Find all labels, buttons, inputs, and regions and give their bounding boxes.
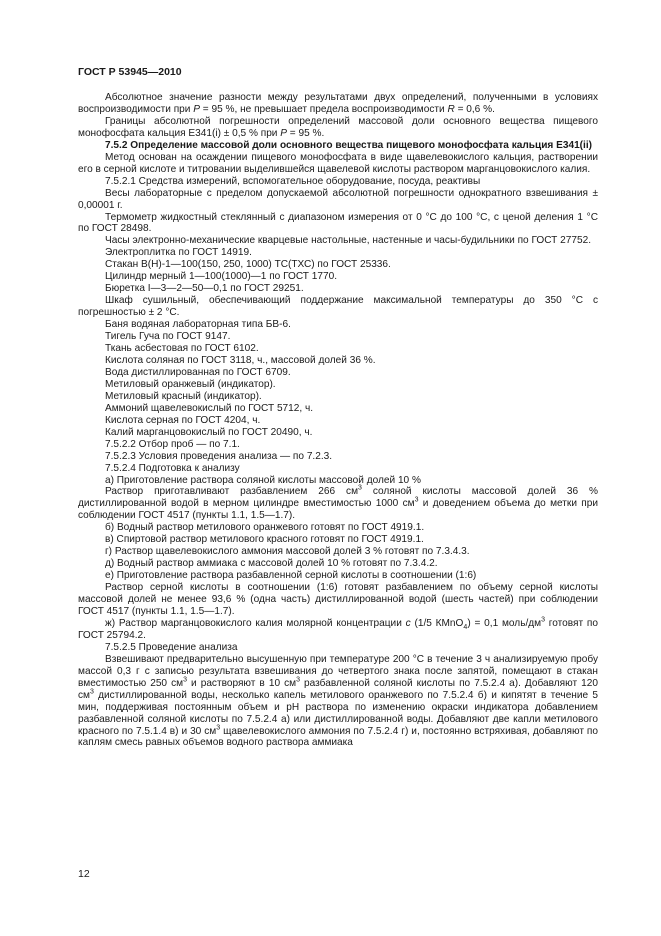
equipment-item: Стакан В(Н)-1—100(150, 250, 1000) ТС(ТХС) по ГОСТ 25336. — [105, 259, 391, 271]
paragraph-error-bounds: Границы абсолютной погрешности определений массовой доли основного вещества пищевого монофосфата кальция Е341(i) ± 0,5 % при P = 95 %. — [78, 115, 598, 139]
prep-item-b: б) Водный раствор метилового оранжевого готовят по ГОСТ 4919.1. — [105, 522, 425, 534]
equipment-item: Вода дистиллированная по ГОСТ 6709. — [105, 366, 291, 378]
page-body — [78, 92, 598, 749]
equipment-item: Весы лабораторные с пределом допускаемой абсолютной погрешности однократного взвешивания ± 0,00001 г. — [78, 187, 598, 211]
paragraph-method: Метод основан на осаждении пищевого монофосфата в виде щавелевокислого кальция, растворении его в серной кислоте и титровании выделившейся щавелевой кислоты раствором марганцовокислого калия. — [78, 151, 598, 175]
equipment-item: Калий марганцовокислый по ГОСТ 20490, ч. — [105, 426, 313, 438]
prep-item-a: а) Приготовление раствора соляной кислоты массовой долей 10 % — [105, 474, 421, 486]
equipment-item: Термометр жидкостный стеклянный с диапазоном измерения от 0 °С до 100 °С, с ценой деления 1 °С по ГОСТ 28498. — [78, 211, 598, 235]
equipment-item: Бюретка I—3—2—50—0,1 по ГОСТ 29251. — [105, 283, 304, 295]
document-header: ГОСТ Р 53945—2010 — [78, 66, 182, 78]
prep-item-e-text: Раствор серной кислоты в соотношении (1:6) готовят разбавлением по объему серной кислоты массовой долей не менее 93,6 % (одна часть) дистиллированной водой (шесть частей) при соблюдении ГОСТ 4517 (пункты 1.1, 1.5—1.7). — [78, 582, 598, 617]
equipment-item: Цилиндр мерный 1—100(1000)—1 по ГОСТ 1770. — [105, 271, 338, 283]
paragraph-reproducibility: Абсолютное значение разности между результатами двух определений, полученными в условиях воспроизводимости при P = 95 %, не превышает предела воспроизводимости R = 0,6 %. — [78, 92, 598, 115]
equipment-item: Кислота соляная по ГОСТ 3118, ч., массовой долей 36 %. — [105, 354, 376, 366]
paragraph-analysis: Взвешивают предварительно высушенную при температуре 200 °С в течение 3 ч анализируемую пробу массой 0,3 г с записью результата взвешивания до четвертого знака после запятой, помещают в стакан вместимостью 250 $см^3$ и растворяют в 10 $см^3$ разбавленной соляной кислоты по 7.5.2.4 а). Добавляют 120 $см^3$ дистиллированной воды, несколько капель метилового оранжевого по 7.5.2.4 б) и кипятят в течение 5 мин, поддерживая постоянным объем и рН раствора по изменению окраски индикатора добавлением разбавленной соляной кислоты по 7.5.2.4 а) или дистиллированной воды. Добавляют две капли метилового красного по 7.5.1.4 в) и 30 $см^3$ щавелевокислого аммония по 7.5.2.4 г) и, постоянно встряхивая, добавляют по каплям смесь равных объемов водного раствора аммиака — [78, 653, 598, 749]
prep-item-g: г) Раствор щавелевокислого аммония массовой долей 3 % готовят по 7.3.4.3. — [105, 546, 470, 558]
equipment-item: Часы электронно-механические кварцевые настольные, настенные и часы-будильники по ГОСТ 27752. — [105, 235, 592, 247]
equipment-item: Аммоний щавелевокислый по ГОСТ 5712, ч. — [105, 402, 314, 414]
subsection-7-5-2-3: 7.5.2.3 Условия проведения анализа — по 7.2.3. — [105, 450, 333, 462]
equipment-item: Электроплитка по ГОСТ 14919. — [105, 247, 252, 259]
equipment-item: Ткань асбестовая по ГОСТ 6102. — [105, 343, 259, 355]
equipment-item: Метиловый оранжевый (индикатор). — [105, 378, 276, 390]
equipment-item: Кислота серная по ГОСТ 4204, ч. — [105, 414, 261, 426]
equipment-item: Метиловый красный (индикатор). — [105, 390, 262, 402]
equipment-item: Шкаф сушильный, обеспечивающий поддержание максимальной температуры до 350 °С с погрешностью ± 2 °С. — [78, 295, 598, 319]
prep-item-zh: ж) Раствор марганцовокислого калия молярной концентрации c (1/5 КMnO$_4$) = 0,1 моль/$дм^3$ готовят по ГОСТ 25794.2. — [78, 616, 598, 641]
prep-item-v: в) Спиртовой раствор метилового красного готовят по ГОСТ 4919.1. — [105, 534, 424, 546]
subsection-7-5-2-2: 7.5.2.2 Отбор проб — по 7.1. — [105, 438, 240, 450]
subsection-7-5-2-4: 7.5.2.4 Подготовка к анализу — [105, 462, 240, 474]
prep-item-d: д) Водный раствор аммиака с массовой долей 10 % готовят по 7.3.4.2. — [105, 558, 438, 570]
equipment-item: Тигель Гуча по ГОСТ 9147. — [105, 331, 231, 343]
subsection-7-5-2-1: 7.5.2.1 Средства измерений, вспомогательное оборудование, посуда, реактивы — [105, 175, 481, 187]
subsection-7-5-2-5: 7.5.2.5 Проведение анализа — [105, 641, 238, 653]
section-heading-7-5-2: 7.5.2 Определение массовой доли основного вещества пищевого монофосфата кальция Е341(ii) — [105, 139, 593, 151]
equipment-item: Баня водяная лабораторная типа БВ-6. — [105, 319, 291, 331]
prep-item-a-text: Раствор приготавливают разбавлением 266 $см^3$ соляной кислоты массовой долей 36 % дистиллированной водой в мерном цилиндре вместимостью 1000 $см^3$ и доведением объема до метки при соблюдении ГОСТ 4517 (пункты 1.1, 1.5—1.7). — [78, 485, 599, 522]
page-number: 12 — [78, 868, 90, 880]
prep-item-e: е) Приготовление раствора разбавленной серной кислоты в соотношении (1:6) — [105, 570, 477, 582]
